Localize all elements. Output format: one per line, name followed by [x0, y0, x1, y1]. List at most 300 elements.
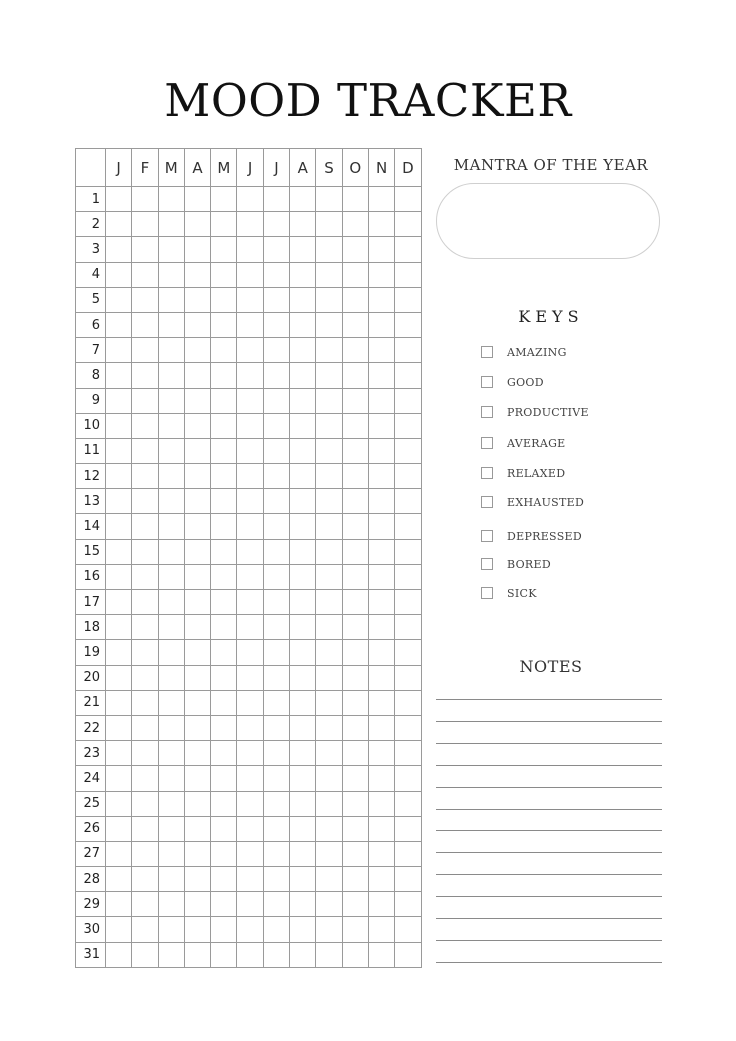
mood-cell[interactable] — [263, 438, 289, 463]
mood-cell[interactable] — [184, 489, 210, 514]
mood-cell[interactable] — [316, 841, 342, 866]
mood-cell[interactable] — [316, 237, 342, 262]
mood-cell[interactable] — [106, 615, 132, 640]
note-line[interactable] — [436, 721, 662, 722]
key-checkbox[interactable] — [481, 346, 493, 358]
mood-cell[interactable] — [211, 312, 237, 337]
mood-cell[interactable] — [132, 816, 158, 841]
mood-cell[interactable] — [237, 388, 263, 413]
mood-cell[interactable] — [395, 942, 421, 967]
mood-cell[interactable] — [158, 539, 184, 564]
mood-cell[interactable] — [106, 388, 132, 413]
mood-cell[interactable] — [368, 363, 394, 388]
mood-cell[interactable] — [395, 892, 421, 917]
mood-cell[interactable] — [106, 539, 132, 564]
mood-cell[interactable] — [184, 312, 210, 337]
mood-cell[interactable] — [263, 665, 289, 690]
mood-cell[interactable] — [106, 237, 132, 262]
mood-cell[interactable] — [368, 212, 394, 237]
mood-cell[interactable] — [342, 665, 368, 690]
mood-cell[interactable] — [158, 640, 184, 665]
mood-cell[interactable] — [237, 338, 263, 363]
mood-cell[interactable] — [290, 388, 316, 413]
mood-cell[interactable] — [263, 312, 289, 337]
mood-cell[interactable] — [342, 388, 368, 413]
mood-cell[interactable] — [368, 388, 394, 413]
mood-cell[interactable] — [184, 388, 210, 413]
mood-cell[interactable] — [395, 338, 421, 363]
mood-cell[interactable] — [211, 187, 237, 212]
note-line[interactable] — [436, 809, 662, 810]
mood-cell[interactable] — [316, 590, 342, 615]
mood-cell[interactable] — [184, 665, 210, 690]
mood-cell[interactable] — [211, 640, 237, 665]
mood-cell[interactable] — [368, 841, 394, 866]
mood-cell[interactable] — [132, 615, 158, 640]
mood-cell[interactable] — [263, 791, 289, 816]
mood-cell[interactable] — [395, 665, 421, 690]
mood-cell[interactable] — [158, 237, 184, 262]
mood-cell[interactable] — [106, 942, 132, 967]
mood-cell[interactable] — [263, 514, 289, 539]
mood-cell[interactable] — [184, 766, 210, 791]
mood-cell[interactable] — [395, 564, 421, 589]
note-line[interactable] — [436, 787, 662, 788]
mood-cell[interactable] — [316, 539, 342, 564]
mood-cell[interactable] — [342, 715, 368, 740]
mood-cell[interactable] — [211, 287, 237, 312]
mood-cell[interactable] — [368, 413, 394, 438]
mood-cell[interactable] — [211, 615, 237, 640]
mood-cell[interactable] — [395, 841, 421, 866]
mood-cell[interactable] — [132, 237, 158, 262]
mood-cell[interactable] — [158, 388, 184, 413]
mood-cell[interactable] — [395, 590, 421, 615]
mood-cell[interactable] — [316, 287, 342, 312]
mood-cell[interactable] — [211, 816, 237, 841]
mood-cell[interactable] — [158, 489, 184, 514]
note-line[interactable] — [436, 699, 662, 700]
mood-cell[interactable] — [106, 363, 132, 388]
mood-cell[interactable] — [290, 867, 316, 892]
mood-cell[interactable] — [395, 514, 421, 539]
mood-cell[interactable] — [263, 816, 289, 841]
mood-cell[interactable] — [237, 942, 263, 967]
mood-cell[interactable] — [211, 338, 237, 363]
mood-cell[interactable] — [132, 590, 158, 615]
note-line[interactable] — [436, 896, 662, 897]
mood-cell[interactable] — [237, 489, 263, 514]
note-line[interactable] — [436, 743, 662, 744]
mood-cell[interactable] — [290, 841, 316, 866]
mood-cell[interactable] — [395, 363, 421, 388]
mood-cell[interactable] — [395, 640, 421, 665]
mood-cell[interactable] — [290, 665, 316, 690]
mood-cell[interactable] — [290, 489, 316, 514]
mood-cell[interactable] — [290, 287, 316, 312]
mood-cell[interactable] — [368, 262, 394, 287]
mood-cell[interactable] — [395, 715, 421, 740]
mood-cell[interactable] — [342, 867, 368, 892]
mood-cell[interactable] — [263, 388, 289, 413]
mood-cell[interactable] — [237, 237, 263, 262]
mood-cell[interactable] — [290, 615, 316, 640]
mood-cell[interactable] — [316, 438, 342, 463]
mood-cell[interactable] — [263, 363, 289, 388]
mood-cell[interactable] — [290, 187, 316, 212]
mood-cell[interactable] — [132, 640, 158, 665]
mood-cell[interactable] — [237, 791, 263, 816]
mood-cell[interactable] — [184, 917, 210, 942]
mood-cell[interactable] — [211, 590, 237, 615]
mood-cell[interactable] — [368, 489, 394, 514]
mood-cell[interactable] — [106, 489, 132, 514]
mood-cell[interactable] — [395, 312, 421, 337]
note-line[interactable] — [436, 765, 662, 766]
mood-cell[interactable] — [132, 338, 158, 363]
mood-cell[interactable] — [237, 539, 263, 564]
mood-cell[interactable] — [237, 665, 263, 690]
note-line[interactable] — [436, 874, 662, 875]
key-checkbox[interactable] — [481, 376, 493, 388]
mood-cell[interactable] — [395, 867, 421, 892]
mood-cell[interactable] — [106, 464, 132, 489]
mood-cell[interactable] — [184, 564, 210, 589]
mood-cell[interactable] — [211, 766, 237, 791]
mood-cell[interactable] — [184, 514, 210, 539]
mood-cell[interactable] — [158, 564, 184, 589]
mood-cell[interactable] — [368, 867, 394, 892]
mood-cell[interactable] — [106, 917, 132, 942]
mood-cell[interactable] — [263, 715, 289, 740]
mood-cell[interactable] — [368, 741, 394, 766]
mood-cell[interactable] — [316, 640, 342, 665]
mood-cell[interactable] — [211, 665, 237, 690]
mood-cell[interactable] — [342, 590, 368, 615]
mood-cell[interactable] — [132, 665, 158, 690]
mood-cell[interactable] — [395, 741, 421, 766]
mood-cell[interactable] — [368, 564, 394, 589]
mood-cell[interactable] — [184, 539, 210, 564]
mood-cell[interactable] — [395, 539, 421, 564]
mood-cell[interactable] — [237, 690, 263, 715]
mood-cell[interactable] — [290, 917, 316, 942]
mood-cell[interactable] — [106, 640, 132, 665]
mood-cell[interactable] — [395, 212, 421, 237]
mood-cell[interactable] — [342, 287, 368, 312]
mood-cell[interactable] — [106, 413, 132, 438]
mood-cell[interactable] — [395, 766, 421, 791]
mood-cell[interactable] — [184, 237, 210, 262]
mood-cell[interactable] — [237, 413, 263, 438]
mood-cell[interactable] — [106, 715, 132, 740]
mood-cell[interactable] — [342, 615, 368, 640]
mood-cell[interactable] — [290, 212, 316, 237]
mood-cell[interactable] — [211, 690, 237, 715]
mood-cell[interactable] — [290, 791, 316, 816]
mood-cell[interactable] — [106, 741, 132, 766]
mood-cell[interactable] — [263, 564, 289, 589]
mood-cell[interactable] — [290, 766, 316, 791]
mood-cell[interactable] — [316, 942, 342, 967]
mood-cell[interactable] — [290, 640, 316, 665]
mood-cell[interactable] — [263, 338, 289, 363]
mood-cell[interactable] — [290, 590, 316, 615]
mood-cell[interactable] — [290, 237, 316, 262]
key-checkbox[interactable] — [481, 437, 493, 449]
mood-cell[interactable] — [342, 237, 368, 262]
mood-cell[interactable] — [132, 791, 158, 816]
mood-cell[interactable] — [237, 766, 263, 791]
mood-cell[interactable] — [132, 187, 158, 212]
mood-cell[interactable] — [158, 363, 184, 388]
mood-cell[interactable] — [395, 615, 421, 640]
mood-cell[interactable] — [132, 312, 158, 337]
mood-cell[interactable] — [368, 187, 394, 212]
mood-cell[interactable] — [211, 841, 237, 866]
mood-cell[interactable] — [290, 413, 316, 438]
mood-cell[interactable] — [211, 892, 237, 917]
mood-cell[interactable] — [132, 438, 158, 463]
mood-cell[interactable] — [368, 590, 394, 615]
mood-cell[interactable] — [106, 892, 132, 917]
mood-cell[interactable] — [184, 338, 210, 363]
mood-cell[interactable] — [158, 766, 184, 791]
mood-cell[interactable] — [106, 564, 132, 589]
mood-cell[interactable] — [184, 942, 210, 967]
mood-cell[interactable] — [263, 690, 289, 715]
mood-cell[interactable] — [158, 715, 184, 740]
mantra-box[interactable] — [436, 183, 660, 259]
mood-cell[interactable] — [106, 590, 132, 615]
mood-cell[interactable] — [263, 942, 289, 967]
mood-cell[interactable] — [237, 262, 263, 287]
mood-cell[interactable] — [368, 942, 394, 967]
mood-cell[interactable] — [158, 917, 184, 942]
mood-cell[interactable] — [106, 665, 132, 690]
mood-cell[interactable] — [106, 262, 132, 287]
mood-cell[interactable] — [290, 715, 316, 740]
mood-cell[interactable] — [263, 917, 289, 942]
mood-cell[interactable] — [237, 514, 263, 539]
mood-cell[interactable] — [158, 942, 184, 967]
note-line[interactable] — [436, 940, 662, 941]
mood-cell[interactable] — [184, 438, 210, 463]
mood-cell[interactable] — [106, 338, 132, 363]
mood-cell[interactable] — [290, 741, 316, 766]
mood-cell[interactable] — [368, 438, 394, 463]
mood-cell[interactable] — [158, 741, 184, 766]
mood-cell[interactable] — [211, 262, 237, 287]
mood-cell[interactable] — [132, 715, 158, 740]
mood-cell[interactable] — [263, 413, 289, 438]
mood-cell[interactable] — [263, 615, 289, 640]
mood-cell[interactable] — [316, 615, 342, 640]
mood-cell[interactable] — [316, 489, 342, 514]
mood-cell[interactable] — [211, 942, 237, 967]
mood-cell[interactable] — [237, 312, 263, 337]
mood-cell[interactable] — [237, 841, 263, 866]
mood-cell[interactable] — [342, 212, 368, 237]
mood-cell[interactable] — [263, 841, 289, 866]
mood-cell[interactable] — [342, 262, 368, 287]
mood-cell[interactable] — [316, 867, 342, 892]
mood-cell[interactable] — [211, 438, 237, 463]
mood-cell[interactable] — [395, 917, 421, 942]
mood-cell[interactable] — [237, 564, 263, 589]
mood-cell[interactable] — [290, 539, 316, 564]
mood-cell[interactable] — [263, 867, 289, 892]
mood-cell[interactable] — [132, 841, 158, 866]
mood-cell[interactable] — [290, 514, 316, 539]
mood-cell[interactable] — [395, 388, 421, 413]
mood-cell[interactable] — [342, 363, 368, 388]
mood-cell[interactable] — [211, 564, 237, 589]
note-line[interactable] — [436, 918, 662, 919]
mood-cell[interactable] — [158, 187, 184, 212]
mood-cell[interactable] — [290, 892, 316, 917]
mood-cell[interactable] — [316, 514, 342, 539]
mood-cell[interactable] — [263, 741, 289, 766]
mood-cell[interactable] — [237, 187, 263, 212]
mood-cell[interactable] — [184, 640, 210, 665]
mood-cell[interactable] — [184, 816, 210, 841]
mood-cell[interactable] — [158, 312, 184, 337]
mood-cell[interactable] — [290, 690, 316, 715]
mood-cell[interactable] — [184, 262, 210, 287]
mood-cell[interactable] — [342, 338, 368, 363]
mood-cell[interactable] — [184, 464, 210, 489]
mood-cell[interactable] — [342, 892, 368, 917]
mood-cell[interactable] — [368, 237, 394, 262]
mood-cell[interactable] — [316, 388, 342, 413]
mood-cell[interactable] — [368, 615, 394, 640]
mood-cell[interactable] — [263, 262, 289, 287]
mood-cell[interactable] — [316, 715, 342, 740]
mood-cell[interactable] — [184, 741, 210, 766]
mood-cell[interactable] — [368, 338, 394, 363]
mood-cell[interactable] — [106, 287, 132, 312]
mood-cell[interactable] — [342, 489, 368, 514]
mood-cell[interactable] — [263, 212, 289, 237]
mood-cell[interactable] — [132, 489, 158, 514]
mood-cell[interactable] — [395, 690, 421, 715]
mood-cell[interactable] — [158, 892, 184, 917]
mood-cell[interactable] — [184, 791, 210, 816]
mood-cell[interactable] — [263, 640, 289, 665]
mood-cell[interactable] — [158, 791, 184, 816]
mood-cell[interactable] — [132, 514, 158, 539]
mood-cell[interactable] — [316, 363, 342, 388]
mood-cell[interactable] — [237, 287, 263, 312]
mood-cell[interactable] — [395, 489, 421, 514]
mood-cell[interactable] — [106, 212, 132, 237]
mood-cell[interactable] — [316, 816, 342, 841]
mood-cell[interactable] — [368, 690, 394, 715]
mood-cell[interactable] — [395, 791, 421, 816]
mood-cell[interactable] — [342, 841, 368, 866]
mood-cell[interactable] — [316, 766, 342, 791]
mood-cell[interactable] — [184, 841, 210, 866]
mood-cell[interactable] — [211, 489, 237, 514]
mood-cell[interactable] — [368, 791, 394, 816]
key-checkbox[interactable] — [481, 587, 493, 599]
mood-cell[interactable] — [184, 363, 210, 388]
mood-cell[interactable] — [342, 640, 368, 665]
mood-cell[interactable] — [158, 413, 184, 438]
mood-cell[interactable] — [132, 564, 158, 589]
mood-cell[interactable] — [158, 590, 184, 615]
key-checkbox[interactable] — [481, 558, 493, 570]
mood-cell[interactable] — [263, 464, 289, 489]
mood-cell[interactable] — [132, 287, 158, 312]
mood-cell[interactable] — [395, 464, 421, 489]
mood-cell[interactable] — [158, 438, 184, 463]
mood-cell[interactable] — [211, 464, 237, 489]
mood-cell[interactable] — [342, 942, 368, 967]
mood-cell[interactable] — [132, 892, 158, 917]
mood-cell[interactable] — [158, 212, 184, 237]
mood-cell[interactable] — [132, 388, 158, 413]
mood-cell[interactable] — [290, 942, 316, 967]
mood-cell[interactable] — [211, 715, 237, 740]
mood-cell[interactable] — [290, 816, 316, 841]
mood-cell[interactable] — [132, 539, 158, 564]
mood-cell[interactable] — [316, 690, 342, 715]
mood-cell[interactable] — [263, 489, 289, 514]
mood-cell[interactable] — [184, 615, 210, 640]
key-checkbox[interactable] — [481, 467, 493, 479]
mood-cell[interactable] — [132, 413, 158, 438]
mood-cell[interactable] — [290, 564, 316, 589]
note-line[interactable] — [436, 852, 662, 853]
mood-cell[interactable] — [316, 791, 342, 816]
mood-cell[interactable] — [106, 867, 132, 892]
mood-cell[interactable] — [184, 212, 210, 237]
mood-cell[interactable] — [395, 816, 421, 841]
mood-cell[interactable] — [106, 187, 132, 212]
mood-cell[interactable] — [316, 892, 342, 917]
mood-cell[interactable] — [342, 917, 368, 942]
mood-cell[interactable] — [237, 892, 263, 917]
mood-cell[interactable] — [263, 187, 289, 212]
mood-cell[interactable] — [342, 791, 368, 816]
mood-cell[interactable] — [342, 514, 368, 539]
mood-cell[interactable] — [211, 867, 237, 892]
mood-cell[interactable] — [211, 413, 237, 438]
mood-cell[interactable] — [368, 892, 394, 917]
mood-cell[interactable] — [237, 867, 263, 892]
mood-cell[interactable] — [368, 464, 394, 489]
mood-cell[interactable] — [132, 917, 158, 942]
mood-cell[interactable] — [184, 690, 210, 715]
mood-cell[interactable] — [237, 917, 263, 942]
mood-cell[interactable] — [211, 539, 237, 564]
key-checkbox[interactable] — [481, 496, 493, 508]
mood-cell[interactable] — [237, 741, 263, 766]
mood-cell[interactable] — [184, 715, 210, 740]
mood-cell[interactable] — [368, 287, 394, 312]
mood-cell[interactable] — [211, 363, 237, 388]
mood-cell[interactable] — [106, 514, 132, 539]
mood-cell[interactable] — [237, 363, 263, 388]
mood-cell[interactable] — [290, 262, 316, 287]
mood-cell[interactable] — [342, 816, 368, 841]
mood-cell[interactable] — [211, 237, 237, 262]
mood-cell[interactable] — [106, 690, 132, 715]
mood-cell[interactable] — [316, 564, 342, 589]
mood-cell[interactable] — [132, 363, 158, 388]
